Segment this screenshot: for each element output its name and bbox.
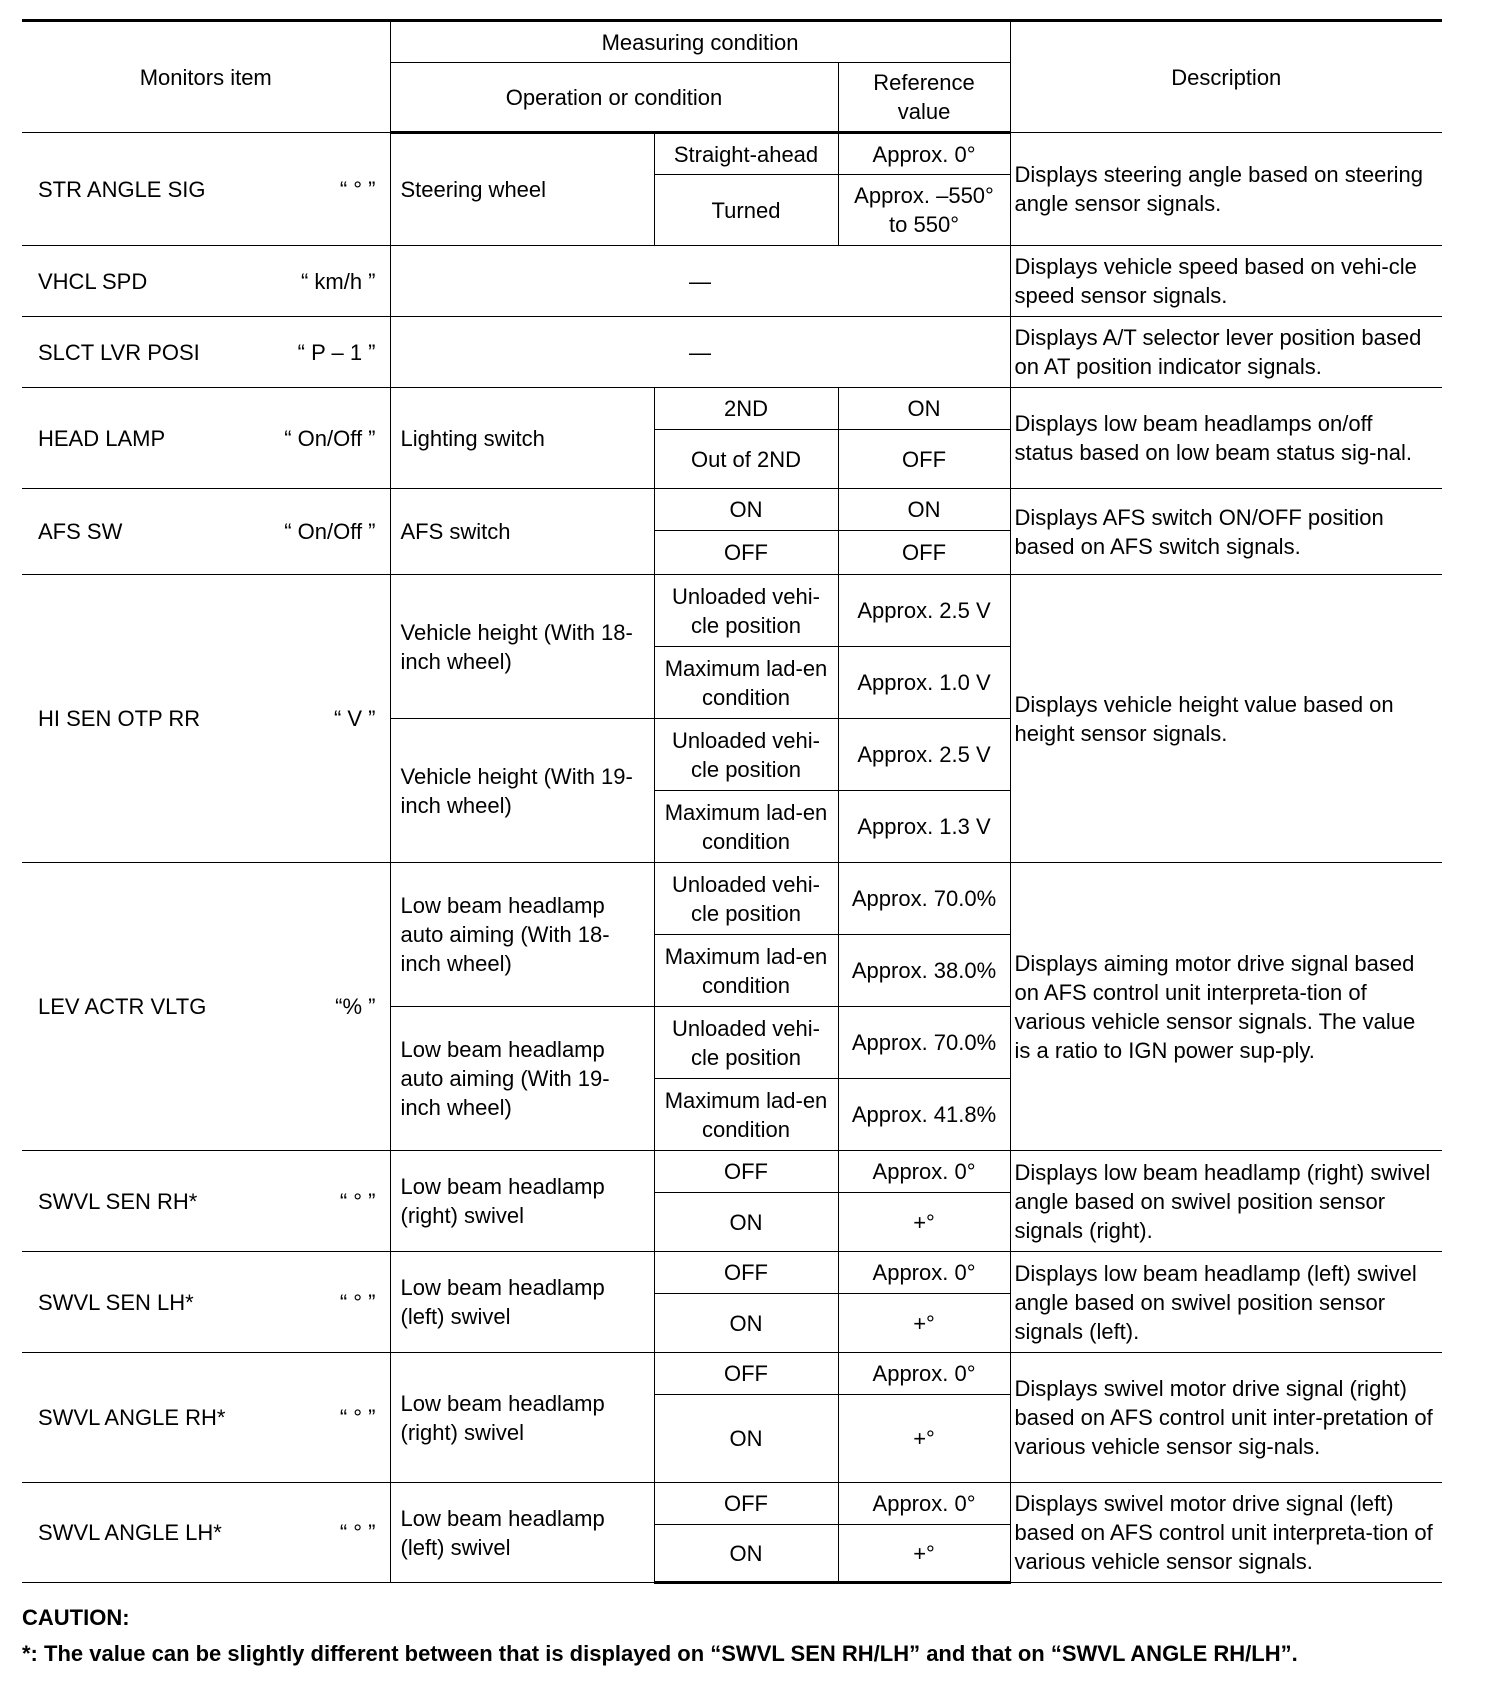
reference-value-cell: Approx. 0° bbox=[838, 1252, 1010, 1294]
description-cell: Displays aiming motor drive signal based on AFS control unit interpreta-tion of various vehicle sensor signals. The value is a ratio to IGN power sup-ply. bbox=[1010, 863, 1442, 1151]
reference-value-cell: +° bbox=[838, 1193, 1010, 1252]
table-row bbox=[22, 1353, 1442, 1395]
description-cell: Displays A/T selector lever position based on AT position indicator signals. bbox=[1010, 317, 1442, 388]
table-row bbox=[22, 317, 1442, 388]
condition-cell: OFF bbox=[654, 1151, 838, 1193]
monitor-item-name: SWVL SEN RH* bbox=[38, 1188, 198, 1214]
monitor-item-unit: “ ° ” bbox=[339, 1520, 376, 1545]
monitor-item-cell bbox=[22, 863, 390, 1151]
condition-cell: Unloaded vehi-cle position bbox=[654, 719, 838, 791]
monitor-item-name: VHCL SPD bbox=[38, 268, 148, 294]
table-row bbox=[22, 388, 1442, 430]
reference-value-cell: Approx. 0° bbox=[838, 1151, 1010, 1193]
reference-value-cell: Approx. 0° bbox=[838, 1353, 1010, 1395]
condition-cell: ON bbox=[654, 1525, 838, 1583]
condition-cell: Unloaded vehi-cle position bbox=[654, 863, 838, 935]
operation-cell: Steering wheel bbox=[390, 133, 654, 246]
table-row bbox=[22, 1151, 1442, 1193]
table-row bbox=[22, 246, 1442, 317]
condition-cell: Out of 2ND bbox=[654, 430, 838, 489]
monitor-item-cell bbox=[22, 246, 390, 317]
table-row bbox=[22, 575, 1442, 647]
monitor-item-cell bbox=[22, 317, 390, 388]
description-cell: Displays low beam headlamps on/off status based on low beam status sig-nal. bbox=[1010, 388, 1442, 489]
monitor-item-cell bbox=[22, 489, 390, 575]
monitor-item-name: SWVL SEN LH* bbox=[38, 1289, 194, 1315]
reference-value-cell: Approx. 2.5 V bbox=[838, 575, 1010, 647]
condition-cell: Maximum lad-en condition bbox=[654, 647, 838, 719]
description-cell: Displays vehicle height value based on height sensor signals. bbox=[1010, 575, 1442, 863]
operation-cell: Lighting switch bbox=[390, 388, 654, 489]
monitor-item-unit: “ ° ” bbox=[339, 1405, 376, 1430]
caution-note: *: The value can be slightly different between that is displayed on “SWVL SEN RH/LH” and that on “SWVL ANGLE RH/LH”. bbox=[22, 1641, 1298, 1666]
table-row bbox=[22, 1483, 1442, 1525]
condition-cell: ON bbox=[654, 1395, 838, 1483]
condition-cell: OFF bbox=[654, 1483, 838, 1525]
monitor-item-unit: “ V ” bbox=[333, 706, 376, 731]
header-reference-value: Reference value bbox=[838, 63, 1010, 133]
monitor-item-unit: “ ° ” bbox=[339, 1289, 376, 1315]
condition-cell: ON bbox=[654, 1294, 838, 1353]
condition-cell: Unloaded vehi-cle position bbox=[654, 1007, 838, 1079]
description-cell: Displays low beam headlamp (left) swivel angle based on swivel position sensor signals (left). bbox=[1010, 1252, 1442, 1353]
monitor-item-name: HEAD LAMP bbox=[38, 425, 166, 451]
monitor-item-unit: “ ° ” bbox=[339, 176, 376, 202]
reference-value-cell: Approx. 41.8% bbox=[838, 1079, 1010, 1151]
monitor-item-name: STR ANGLE SIG bbox=[38, 176, 206, 202]
reference-value-cell: +° bbox=[838, 1294, 1010, 1353]
operation-cell: Low beam headlamp auto aiming (With 18-inch wheel) bbox=[390, 863, 654, 1007]
caution-title: CAUTION: bbox=[22, 1605, 130, 1630]
monitor-item-name: SLCT LVR POSI bbox=[38, 339, 200, 365]
reference-value-cell: Approx. 0° bbox=[838, 133, 1010, 175]
monitor-item-name: LEV ACTR VLTG bbox=[38, 994, 207, 1019]
operation-cell: AFS switch bbox=[390, 489, 654, 575]
description-cell: Displays swivel motor drive signal (right) based on AFS control unit inter-pretation of various vehicle sensor sig-nals. bbox=[1010, 1353, 1442, 1483]
monitor-item-unit: “ P – 1 ” bbox=[297, 339, 376, 365]
condition-cell: OFF bbox=[654, 1252, 838, 1294]
header-description: Description bbox=[1010, 21, 1442, 133]
reference-value-cell: ON bbox=[838, 489, 1010, 531]
description-cell: Displays AFS switch ON/OFF position based on AFS switch signals. bbox=[1010, 489, 1442, 575]
table-row bbox=[22, 863, 1442, 935]
reference-value-cell: +° bbox=[838, 1395, 1010, 1483]
monitor-item-name: HI SEN OTP RR bbox=[38, 706, 201, 731]
condition-cell: Unloaded vehi-cle position bbox=[654, 575, 838, 647]
reference-value-cell: OFF bbox=[838, 430, 1010, 489]
operation-cell: Vehicle height (With 18-inch wheel) bbox=[390, 575, 654, 719]
operation-cell: Low beam headlamp auto aiming (With 19-inch wheel) bbox=[390, 1007, 654, 1151]
description-cell: Displays swivel motor drive signal (left) based on AFS control unit interpreta-tion of various vehicle sensor signals. bbox=[1010, 1483, 1442, 1583]
monitor-item-cell bbox=[22, 1151, 390, 1252]
monitor-item-unit: “ km/h ” bbox=[300, 268, 376, 294]
description-cell: Displays low beam headlamp (right) swivel angle based on swivel position sensor signals (right). bbox=[1010, 1151, 1442, 1252]
monitor-item-cell bbox=[22, 1252, 390, 1353]
reference-value-cell: Approx. 38.0% bbox=[838, 935, 1010, 1007]
table-row bbox=[22, 1252, 1442, 1294]
operation-cell: Low beam headlamp (right) swivel bbox=[390, 1151, 654, 1252]
condition-cell: ON bbox=[654, 489, 838, 531]
reference-value-cell: Approx. 70.0% bbox=[838, 863, 1010, 935]
reference-value-cell: Approx. 1.3 V bbox=[838, 791, 1010, 863]
reference-value-cell: Approx. 70.0% bbox=[838, 1007, 1010, 1079]
header-operation-or-condition: Operation or condition bbox=[390, 63, 838, 133]
reference-value-cell: OFF bbox=[838, 531, 1010, 575]
condition-cell: Maximum lad-en condition bbox=[654, 791, 838, 863]
condition-cell: Maximum lad-en condition bbox=[654, 935, 838, 1007]
monitor-item-name: SWVL ANGLE RH* bbox=[38, 1405, 226, 1430]
header-monitors-item: Monitors item bbox=[22, 21, 390, 133]
monitor-item-cell bbox=[22, 133, 390, 246]
table-row bbox=[22, 133, 1442, 175]
monitor-item-unit: “ On/Off ” bbox=[284, 425, 376, 451]
header-measuring-condition: Measuring condition bbox=[390, 21, 1010, 63]
operation-cell: Low beam headlamp (left) swivel bbox=[390, 1252, 654, 1353]
description-cell: Displays vehicle speed based on vehi-cle speed sensor signals. bbox=[1010, 246, 1442, 317]
condition-cell: 2ND bbox=[654, 388, 838, 430]
monitor-item-unit: “ ° ” bbox=[339, 1188, 376, 1214]
monitor-items-table bbox=[22, 19, 1442, 1584]
operation-cell: Low beam headlamp (left) swivel bbox=[390, 1483, 654, 1583]
monitor-item-unit: “% ” bbox=[335, 994, 376, 1019]
monitor-item-unit: “ On/Off ” bbox=[284, 519, 376, 544]
operation-cell: Low beam headlamp (right) swivel bbox=[390, 1353, 654, 1483]
reference-value-cell: Approx. –550° to 550° bbox=[838, 175, 1010, 246]
condition-dash-cell: — bbox=[390, 317, 1010, 388]
condition-cell: ON bbox=[654, 1193, 838, 1252]
monitor-item-name: AFS SW bbox=[38, 519, 123, 544]
monitor-item-cell bbox=[22, 1353, 390, 1483]
reference-value-cell: Approx. 1.0 V bbox=[838, 647, 1010, 719]
monitor-item-cell bbox=[22, 575, 390, 863]
monitor-item-cell bbox=[22, 388, 390, 489]
condition-cell: Maximum lad-en condition bbox=[654, 1079, 838, 1151]
condition-cell: Turned bbox=[654, 175, 838, 246]
reference-value-cell: Approx. 2.5 V bbox=[838, 719, 1010, 791]
condition-cell: OFF bbox=[654, 531, 838, 575]
condition-dash-cell: — bbox=[390, 246, 1010, 317]
condition-cell: Straight-ahead bbox=[654, 133, 838, 175]
operation-cell: Vehicle height (With 19-inch wheel) bbox=[390, 719, 654, 863]
table-row bbox=[22, 489, 1442, 531]
reference-value-cell: Approx. 0° bbox=[838, 1483, 1010, 1525]
reference-value-cell: +° bbox=[838, 1525, 1010, 1583]
monitor-item-name: SWVL ANGLE LH* bbox=[38, 1520, 222, 1545]
monitor-item-cell bbox=[22, 1483, 390, 1583]
reference-value-cell: ON bbox=[838, 388, 1010, 430]
condition-cell: OFF bbox=[654, 1353, 838, 1395]
description-cell: Displays steering angle based on steering angle sensor signals. bbox=[1010, 133, 1442, 246]
